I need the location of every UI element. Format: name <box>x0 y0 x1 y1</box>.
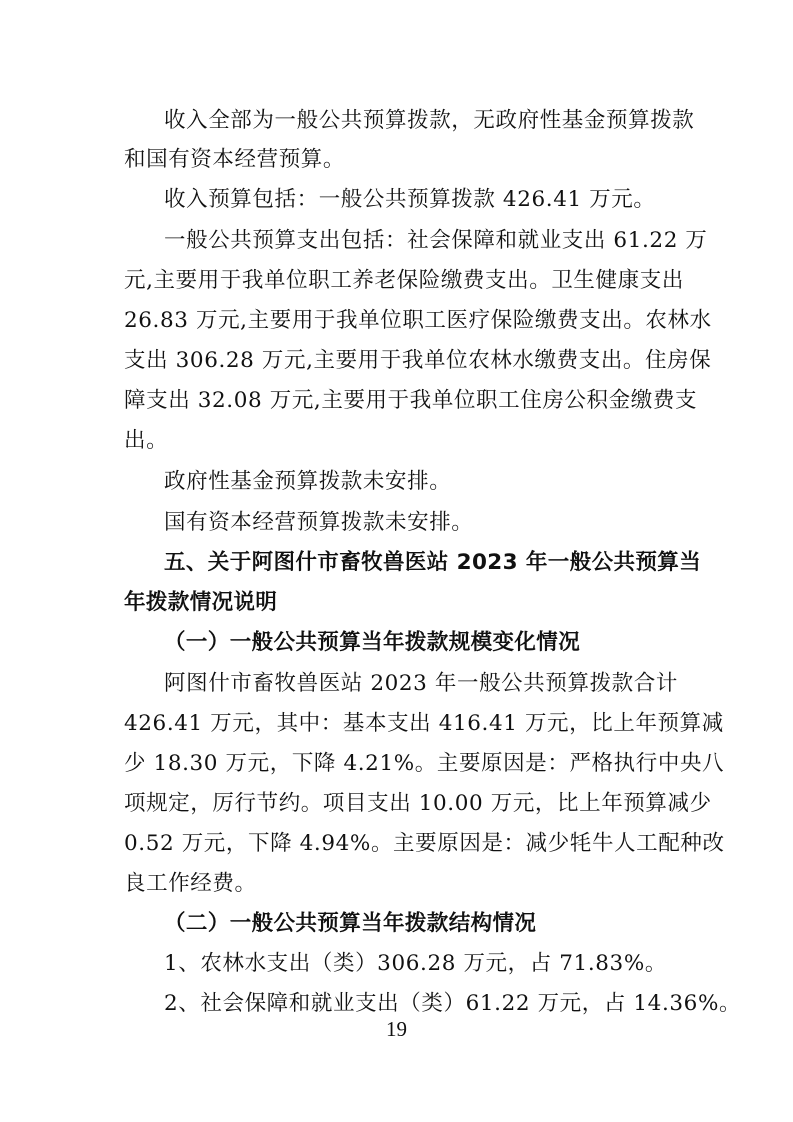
section-heading: 五、关于阿图什市畜牧兽医站 2023 年一般公共预算当 <box>164 550 702 575</box>
paragraph-line: 良工作经费。 <box>124 871 257 896</box>
paragraph-line: 收入预算包括：一般公共预算拨款 426.41 万元。 <box>164 187 656 212</box>
subsection-heading: （二）一般公共预算当年拨款结构情况 <box>164 911 537 936</box>
paragraph-line: 少 18.30 万元，下降 4.21%。主要原因是：严格执行中央八 <box>124 751 725 776</box>
paragraph-line: 和国有资本经营预算。 <box>124 147 346 172</box>
list-item: 2、社会保障和就业支出（类）61.22 万元，占 14.36%。 <box>164 991 742 1016</box>
paragraph-line: 一般公共预算支出包括：社会保障和就业支出 61.22 万 <box>164 228 708 253</box>
paragraph-line: 0.52 万元，下降 4.94%。主要原因是：减少牦牛人工配种改 <box>124 831 725 856</box>
paragraph-line: 26.83 万元,主要用于我单位职工医疗保险缴费支出。农林水 <box>124 308 712 333</box>
paragraph-line: 支出 306.28 万元,主要用于我单位农林水缴费支出。住房保 <box>124 348 712 373</box>
list-item: 1、农林水支出（类）306.28 万元，占 71.83%。 <box>164 951 667 976</box>
paragraph-line: 项规定，厉行节约。项目支出 10.00 万元，比上年预算减少 <box>124 791 712 816</box>
paragraph-line: 元,主要用于我单位职工养老保险缴费支出。卫生健康支出 <box>124 268 684 293</box>
subsection-heading: （一）一般公共预算当年拨款规模变化情况 <box>164 630 581 655</box>
paragraph-line: 出。 <box>124 428 169 453</box>
page-number: 19 <box>386 1017 407 1041</box>
paragraph-line: 426.41 万元，其中：基本支出 416.41 万元，比上年预算减 <box>124 711 724 736</box>
paragraph-line: 阿图什市畜牧兽医站 2023 年一般公共预算拨款合计 <box>164 671 678 696</box>
paragraph-line: 障支出 32.08 万元,主要用于我单位职工住房公积金缴费支 <box>124 388 698 413</box>
section-heading: 年拨款情况说明 <box>124 590 278 615</box>
paragraph-line: 收入全部为一般公共预算拨款，无政府性基金预算拨款 <box>164 108 695 133</box>
paragraph-line: 政府性基金预算拨款未安排。 <box>164 469 452 494</box>
paragraph-line: 国有资本经营预算拨款未安排。 <box>164 510 474 535</box>
